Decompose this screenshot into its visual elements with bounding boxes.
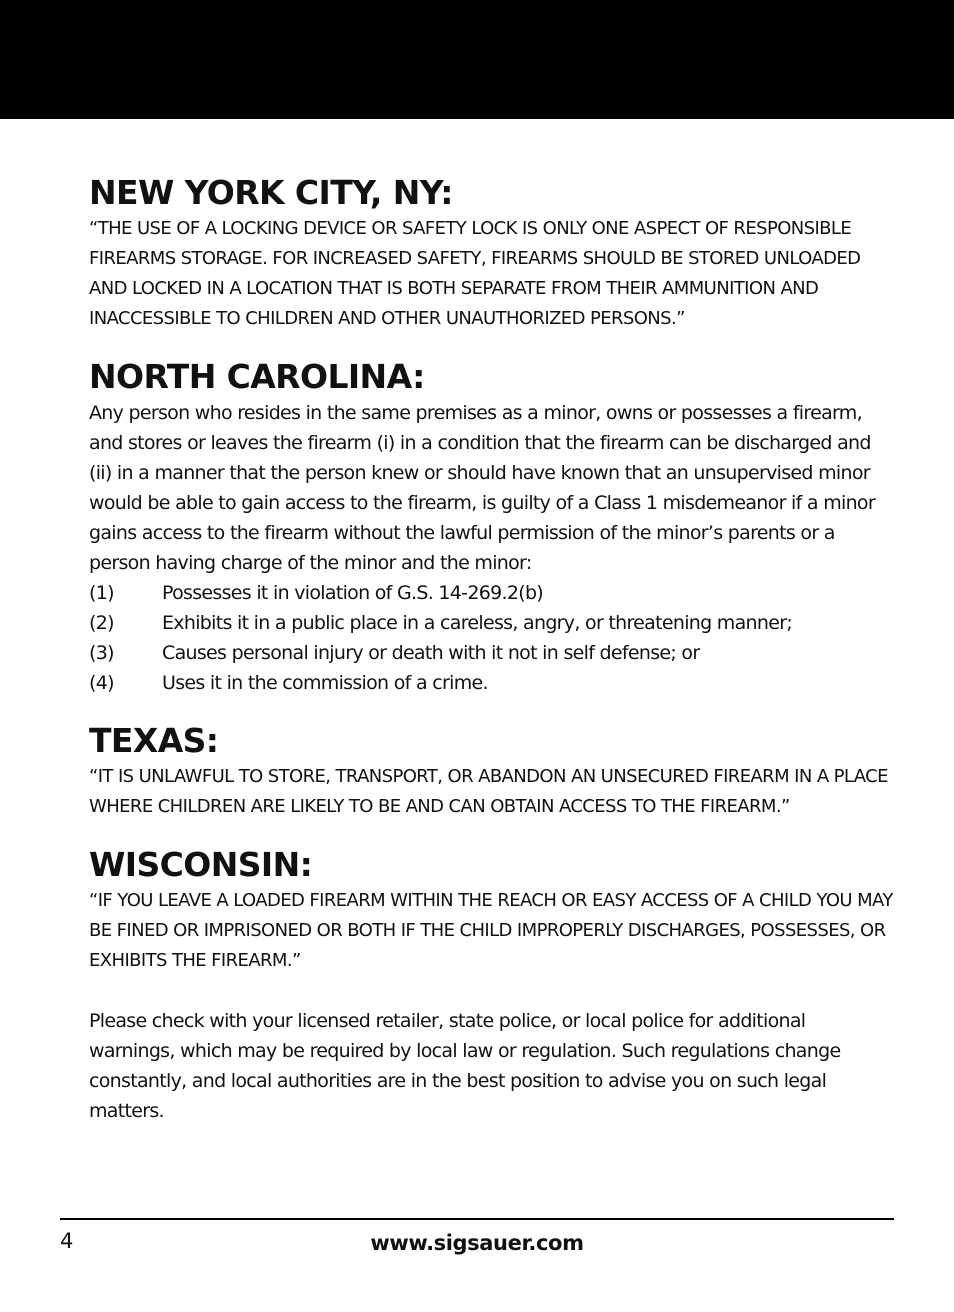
section-texas [89, 720, 894, 822]
list-item-text: Exhibits it in a public place in a careless, angry, or threatening manner; [162, 612, 793, 634]
footer-divider [60, 1218, 894, 1220]
list-item-number: (3) [89, 642, 114, 664]
list-item-number: (1) [89, 582, 114, 604]
list-item [89, 578, 894, 608]
page-number: 4 [60, 1229, 74, 1253]
list-item-text: Uses it in the commission of a crime. [162, 672, 488, 694]
section-body: “IT IS UNLAWFUL TO STORE, TRANSPORT, OR ABANDON AN UNSECURED FIREARM IN A PLACE WHERE CHILDREN ARE LIKELY TO BE AND CAN OBTAIN ACCESS TO THE FIREARM.” [89, 766, 888, 817]
section-new-york-city [89, 172, 894, 334]
section-heading: WISCONSIN: [89, 845, 313, 884]
footer-website-link[interactable]: www.sigsauer.com [370, 1231, 584, 1255]
section-north-carolina [89, 356, 894, 698]
section-heading: NEW YORK CITY, NY: [89, 173, 453, 212]
list-item-number: (4) [89, 672, 114, 694]
page-content [89, 172, 894, 1148]
section-heading: TEXAS: [89, 721, 219, 760]
list-item [89, 668, 894, 698]
list-item [89, 638, 894, 668]
list-item-text: Causes personal injury or death with it not in self defense; or [162, 642, 700, 664]
section-wisconsin [89, 844, 894, 1126]
list-item [89, 608, 894, 638]
section-body: “IF YOU LEAVE A LOADED FIREARM WITHIN THE REACH OR EASY ACCESS OF A CHILD YOU MAY BE FINED OR IMPRISONED OR BOTH IF THE CHILD IMPROPERLY DISCHARGES, POSSESSES, OR EXHIBITS THE FIREARM.” [89, 890, 893, 971]
section-body: “THE USE OF A LOCKING DEVICE OR SAFETY LOCK IS ONLY ONE ASPECT OF RESPONSIBLE FIREARMS STORAGE. FOR INCREASED SAFETY, FIREARMS SHOULD BE STORED UNLOADED AND LOCKED IN A LOCATION THAT IS BOTH SEPARATE FROM THEIR AMMUNITION AND INACCESSIBLE TO CHILDREN AND OTHER UNAUTHORIZED PERSONS.” [89, 218, 861, 329]
section-body: Any person who resides in the same premises as a minor, owns or possesses a firearm, and stores or leaves the firearm (i) in a condition that the firearm can be discharged and (ii) in a manner that the person knew or should have known that an unsupervised minor would be able to gain access to the firearm, is guilty of a Class 1 misdemeanor if a minor gains access to the firearm without the lawful permission of the minor’s parents or a person having charge of the minor and the minor: [89, 402, 875, 574]
list-item-number: (2) [89, 612, 114, 634]
notice-paragraph: Please check with your licensed retailer, state police, or local police for additional warnings, which may be required by local law or regulation. Such regulations change constantly, and local authorities are in the best position to advise you on such legal matters. [89, 1010, 841, 1122]
header-bar [0, 0, 954, 119]
list-item-text: Possesses it in violation of G.S. 14-269.2(b) [162, 582, 544, 604]
section-heading: NORTH CAROLINA: [89, 357, 425, 396]
conditions-list [89, 578, 894, 698]
